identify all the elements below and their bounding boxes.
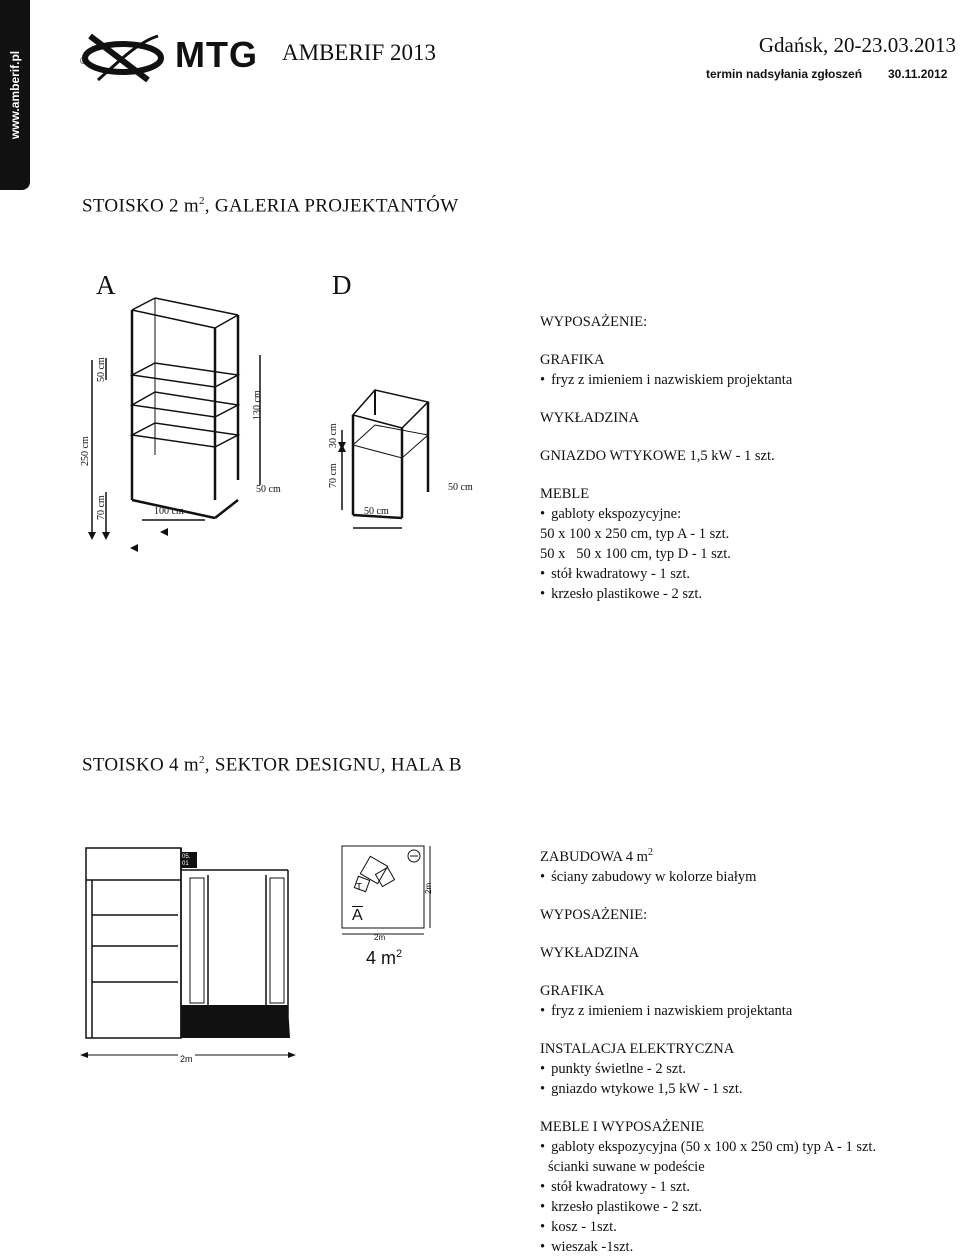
deadline-label: termin nadsyłania zgłoszeń <box>706 67 863 81</box>
section2-title-rest: , SEKTOR DESIGNU, HALA B <box>204 754 462 776</box>
socket-heading: GNIAZDO WTYKOWE <box>540 448 686 464</box>
floor-plan-icon <box>338 842 438 942</box>
side-tab-url: www.amberif.pl <box>8 50 22 140</box>
dim-height-130: 130 cm <box>252 390 263 420</box>
build-heading: ZABUDOWA <box>540 848 623 865</box>
section2-floor-plan <box>338 842 438 977</box>
section2-title <box>82 754 462 776</box>
furniture-item: • gabloty ekspozycyjne: <box>540 504 940 524</box>
plan-width-label: 2m <box>374 933 386 942</box>
grafika-item: • fryz z imieniem i nazwiskiem projektanta <box>540 1001 950 1021</box>
cabinet-a-label: A <box>96 270 116 300</box>
section1-drawing <box>70 270 510 570</box>
event-title: AMBERIF 2013 <box>282 40 436 65</box>
side-tab <box>0 0 30 190</box>
section1-title <box>82 195 458 217</box>
section1-spec <box>540 312 940 604</box>
dim-width-50-d: 50 cm <box>364 506 389 517</box>
furniture-item: • krzesło plastikowe - 2 szt. <box>540 1197 950 1217</box>
mtg-logo <box>78 22 258 92</box>
event-city-dates: Gdańsk, 20-23.03.2013 <box>758 33 956 57</box>
section1-title-sup: 2 <box>198 195 205 207</box>
furniture-heading: MEBLE <box>540 486 590 502</box>
section2-spec <box>540 843 950 1257</box>
equipment-heading: WYPOSAŻENIE: <box>540 314 648 330</box>
carpet-heading: WYKŁADZINA <box>540 410 640 426</box>
furniture-item: • stół kwadratowy - 1 szt. <box>540 1177 950 1197</box>
section2-title-sup: 2 <box>198 754 205 766</box>
dim-depth-50-d: 50 cm <box>448 482 473 493</box>
plan-area <box>366 948 402 969</box>
socket-line <box>540 446 940 466</box>
furniture-heading: MEBLE I WYPOSAŻENIE <box>540 1118 705 1135</box>
registered-mark: ® <box>80 56 88 67</box>
plan-area-sup: 2 <box>396 948 403 960</box>
plan-t-label: T <box>356 882 363 893</box>
deadline-date: 30.11.2012 <box>888 67 948 81</box>
stand-width-label: 2m <box>180 1054 193 1064</box>
display-cases-drawing <box>70 270 510 570</box>
electric-heading: INSTALACJA ELEKTRYCZNA <box>540 1040 735 1057</box>
section1-title-main: STOISKO 2 m <box>82 195 199 217</box>
furniture-item: 50 x 50 x 100 cm, typ D - 1 szt. <box>540 546 731 562</box>
stand-number: 05. 01 <box>182 854 191 867</box>
grafika-item: • fryz z imieniem i nazwiskiem projektanta <box>540 370 940 390</box>
furniture-item: 50 x 100 x 250 cm, typ A - 1 szt. <box>540 526 730 542</box>
grafika-heading: GRAFIKA <box>540 982 605 999</box>
brand-name: MTG <box>175 34 258 75</box>
dim-height-250: 250 cm <box>80 436 91 466</box>
electric-item: • punkty świetlne - 2 szt. <box>540 1059 950 1079</box>
plan-area-value: 4 m <box>366 948 397 968</box>
socket-value: 1,5 kW - 1 szt. <box>689 448 775 464</box>
plan-height-label: 2m <box>424 882 433 894</box>
section2-title-main: STOISKO 4 m <box>82 754 199 776</box>
section1-title-rest: , GALERIA PROJEKTANTÓW <box>204 195 459 217</box>
furniture-item: ścianki suwane w podeście <box>548 1158 705 1175</box>
dim-base-70: 70 cm <box>96 495 107 520</box>
equipment-heading: WYPOSAŻENIE: <box>540 906 648 923</box>
dim-width-100: 100 cm <box>154 506 184 517</box>
electric-item: • gniazdo wtykowe 1,5 kW - 1 szt. <box>540 1079 950 1099</box>
cabinet-d-label: D <box>332 270 352 300</box>
furniture-item: • wieszak -1szt. <box>540 1237 950 1257</box>
section2-stand-drawing <box>78 840 308 1075</box>
dim-base-70-d: 70 cm <box>328 463 339 488</box>
furniture-item: • krzesło plastikowe - 2 szt. <box>540 584 940 604</box>
furniture-item: • stół kwadratowy - 1 szt. <box>540 564 940 584</box>
build-item: • ściany zabudowy w kolorze białym <box>540 867 950 887</box>
build-value: 4 m <box>625 848 648 865</box>
furniture-item: • kosz - 1szt. <box>540 1217 950 1237</box>
plan-a-label: A <box>352 907 363 924</box>
carpet-heading: WYKŁADZINA <box>540 944 640 961</box>
build-line <box>540 843 950 867</box>
stand-elevation-drawing <box>78 840 308 1075</box>
dim-shelf-50: 50 cm <box>96 357 107 382</box>
dim-depth-50-a: 50 cm <box>256 484 281 495</box>
grafika-heading: GRAFIKA <box>540 352 605 368</box>
build-sup: 2 <box>647 847 653 858</box>
dim-top-30: 30 cm <box>328 423 339 448</box>
furniture-item: • gabloty ekspozycyjna (50 x 100 x 250 cm) typ A - 1 szt. <box>540 1137 950 1157</box>
